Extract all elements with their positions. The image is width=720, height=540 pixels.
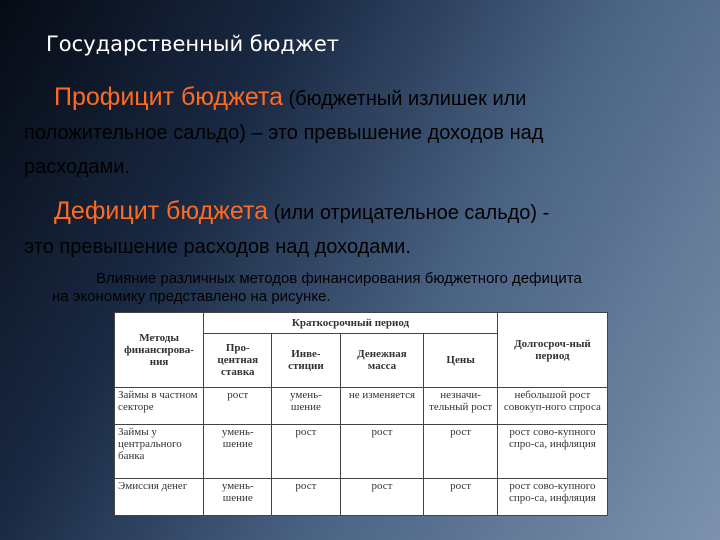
- cell-method: Займы у центрального банка: [115, 424, 204, 478]
- surplus-definition: [24, 80, 690, 184]
- surplus-line-1: [24, 80, 690, 116]
- cell-rate: умень-шение: [204, 478, 272, 515]
- header-investment: Инве-стиции: [272, 333, 340, 387]
- cell-prices: незначи-тельный рост: [424, 387, 497, 424]
- deficit-line-1-rest: (или отрицательное сальдо) -: [268, 202, 550, 224]
- surplus-term: Профицит бюджета: [54, 83, 283, 111]
- deficit-definition: [24, 194, 690, 264]
- cell-rate: умень-шение: [204, 424, 272, 478]
- cell-long-term: небольшой рост совокуп-ного спроса: [497, 387, 607, 424]
- header-short-term: Краткосрочный период: [204, 313, 498, 334]
- table-row: [115, 424, 608, 478]
- deficit-line-1: [24, 194, 690, 230]
- cell-prices: рост: [424, 478, 497, 515]
- figure-intro-line-2: на экономику представлено на рисунке.: [52, 288, 331, 305]
- cell-method: Эмиссия денег: [115, 478, 204, 515]
- cell-investment: рост: [272, 478, 340, 515]
- cell-money-supply: рост: [340, 478, 424, 515]
- header-prices: Цены: [424, 333, 497, 387]
- header-money-supply: Денежная масса: [340, 333, 424, 387]
- cell-money-supply: рост: [340, 424, 424, 478]
- cell-method: Займы в частном секторе: [115, 387, 204, 424]
- cell-long-term: рост сово-купного спро-са, инфляция: [497, 424, 607, 478]
- header-methods: Методы финансирова-ния: [115, 313, 204, 388]
- figure-intro-line-1: Влияние различных методов финансирования бюджетного дефицита: [96, 270, 582, 287]
- table-row: [115, 387, 608, 424]
- surplus-line-1-rest: (бюджетный излишек или: [282, 88, 527, 110]
- cell-prices: рост: [424, 424, 497, 478]
- deficit-line-2: это превышение расходов над доходами.: [24, 236, 411, 258]
- header-long-term: Долгосроч-ный период: [497, 313, 607, 388]
- cell-long-term: рост сово-купного спро-са, инфляция: [497, 478, 607, 515]
- surplus-line-3: расходами.: [24, 156, 130, 178]
- header-interest-rate: Про-центная ставка: [204, 333, 272, 387]
- surplus-line-2: положительное сальдо) – это превышение доходов над: [24, 122, 544, 144]
- deficit-term: Дефицит бюджета: [54, 197, 269, 225]
- cell-rate: рост: [204, 387, 272, 424]
- financing-methods-table: [114, 312, 608, 516]
- cell-investment: умень-шение: [272, 387, 340, 424]
- cell-money-supply: не изменяется: [340, 387, 424, 424]
- slide-title: Государственный бюджет: [46, 32, 340, 56]
- figure-intro: [52, 270, 692, 306]
- table-row: [115, 478, 608, 515]
- cell-investment: рост: [272, 424, 340, 478]
